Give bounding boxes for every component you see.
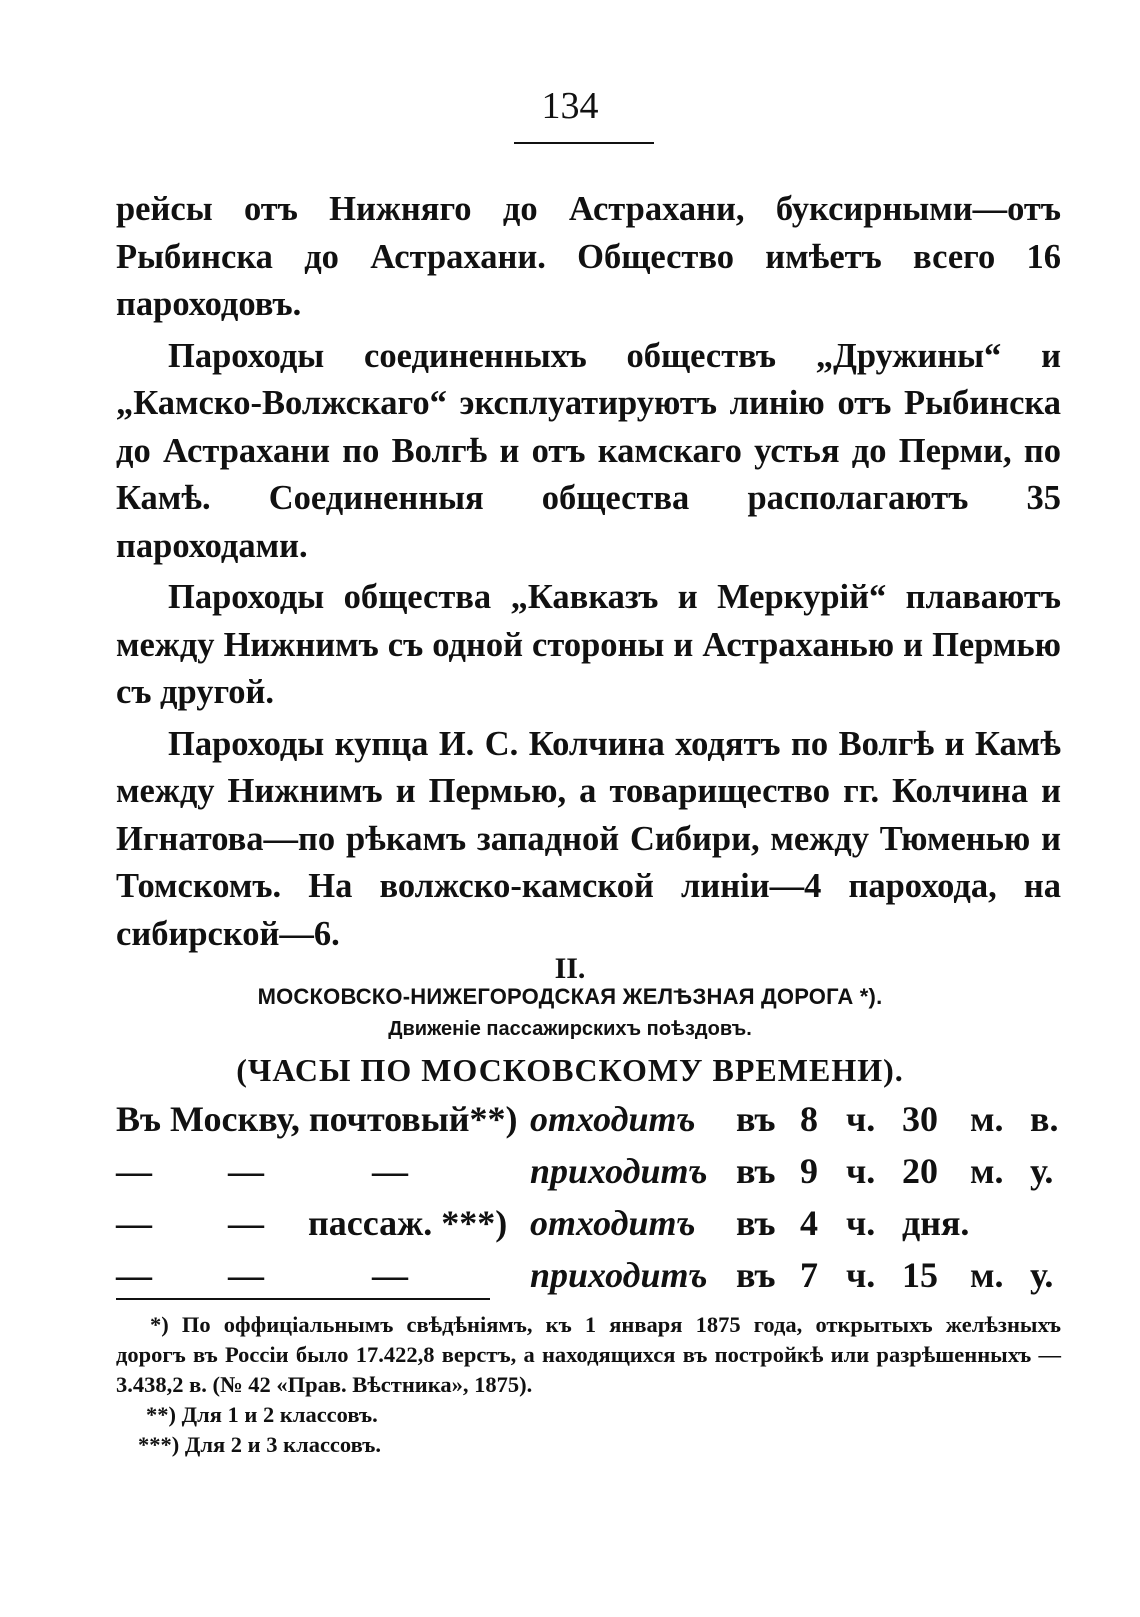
day-part: в. (1030, 1099, 1059, 1139)
body-text (116, 186, 1061, 962)
footnote: *) По оффиціальнымъ свѣдѣніямъ, къ 1 января 1875 года, открытыхъ желѣзныхъ дорогъ въ Россіи было 17.422,8 верстъ, а находящихся въ постройкѣ или разрѣшенныхъ — 3.438,2 в. (№ 42 «Прав. Вѣстника», 1875). (116, 1312, 1061, 1397)
preposition: въ (736, 1151, 776, 1191)
minute-unit: м. (970, 1151, 1004, 1191)
footnote: ***) Для 2 и 3 классовъ. (138, 1432, 381, 1457)
train-action: приходитъ (530, 1255, 708, 1295)
paragraph: Пароходы соединенныхъ обществъ „Дружины“ и „Камско-Волжскаго“ эксплуатируютъ линію отъ Рыбинска до Астрахани по Волгѣ и отъ камскаго устья до Перми, по Камѣ. Соединенныя общества располагаютъ 35 пароходами. (116, 336, 1061, 565)
paragraph: Пароходы купца И. С. Колчина ходятъ по Волгѣ и Камѣ между Нижнимъ и Пермью, а товарищество гг. Колчина и Игнатова—по рѣкамъ западной Сибири, между Тюменью и Томскомъ. На волжско-камской линіи—4 парохода, на сибирской—6. (116, 724, 1061, 953)
day-part: у. (1030, 1151, 1054, 1191)
preposition: въ (736, 1255, 776, 1295)
footnote: **) Для 1 и 2 классовъ. (146, 1402, 378, 1427)
footnotes (116, 1310, 1061, 1460)
ditto-dash: — (116, 1203, 152, 1243)
page-number: 134 (541, 85, 599, 127)
minutes: 15 (902, 1255, 938, 1295)
hour: 8 (800, 1099, 818, 1139)
hour-unit: ч. (846, 1099, 876, 1139)
minutes: 30 (902, 1099, 938, 1139)
preposition: въ (736, 1203, 776, 1243)
paragraph: рейсы отъ Нижняго до Астрахани, буксирными—отъ Рыбинска до Астрахани. Общество имѣетъ всего 16 пароходовъ. (116, 190, 1061, 323)
train-name: Въ Москву, почтовый**) (116, 1099, 518, 1139)
ditto-dash: — (372, 1255, 408, 1295)
section-title: МОСКОВСКО-НИЖЕГОРОДСКАЯ ЖЕЛѢЗНАЯ ДОРОГА *). (257, 984, 883, 1009)
footnote-rule (116, 1298, 490, 1300)
ditto-dash: — (228, 1255, 264, 1295)
preposition: въ (736, 1099, 776, 1139)
hour-unit: ч. (846, 1255, 876, 1295)
minutes: 20 (902, 1151, 938, 1191)
train-action: приходитъ (530, 1151, 708, 1191)
train-action: отходитъ (530, 1203, 696, 1243)
hour-unit: ч. (846, 1203, 876, 1243)
ditto-dash: — (372, 1151, 408, 1191)
time-note: (ЧАСЫ ПО МОСКОВСКОМУ ВРЕМЕНИ). (236, 1052, 904, 1088)
day-part: дня. (902, 1203, 970, 1243)
train-name: пассаж. ***) (308, 1203, 508, 1243)
day-part: у. (1030, 1255, 1054, 1295)
schedule-row (116, 1202, 1066, 1254)
minute-unit: м. (970, 1255, 1004, 1295)
schedule-row (116, 1098, 1066, 1150)
hour: 4 (800, 1203, 818, 1243)
paragraph: Пароходы общества „Кавказъ и Меркурій“ плаваютъ между Нижнимъ съ одной стороны и Астраханью и Пермью съ другой. (116, 578, 1061, 711)
ditto-dash: — (228, 1203, 264, 1243)
hour: 7 (800, 1255, 818, 1295)
train-action: отходитъ (530, 1099, 696, 1139)
ditto-dash: — (228, 1151, 264, 1191)
hour-unit: ч. (846, 1151, 876, 1191)
section-number: II. (554, 952, 586, 985)
ditto-dash: — (116, 1255, 152, 1295)
ditto-dash: — (116, 1151, 152, 1191)
page-number-rule (514, 142, 654, 144)
schedule-row (116, 1150, 1066, 1202)
minute-unit: м. (970, 1099, 1004, 1139)
hour: 9 (800, 1151, 818, 1191)
section-subtitle: Движеніе пассажирскихъ поѣздовъ. (388, 1018, 752, 1040)
train-schedule (116, 1098, 1066, 1306)
